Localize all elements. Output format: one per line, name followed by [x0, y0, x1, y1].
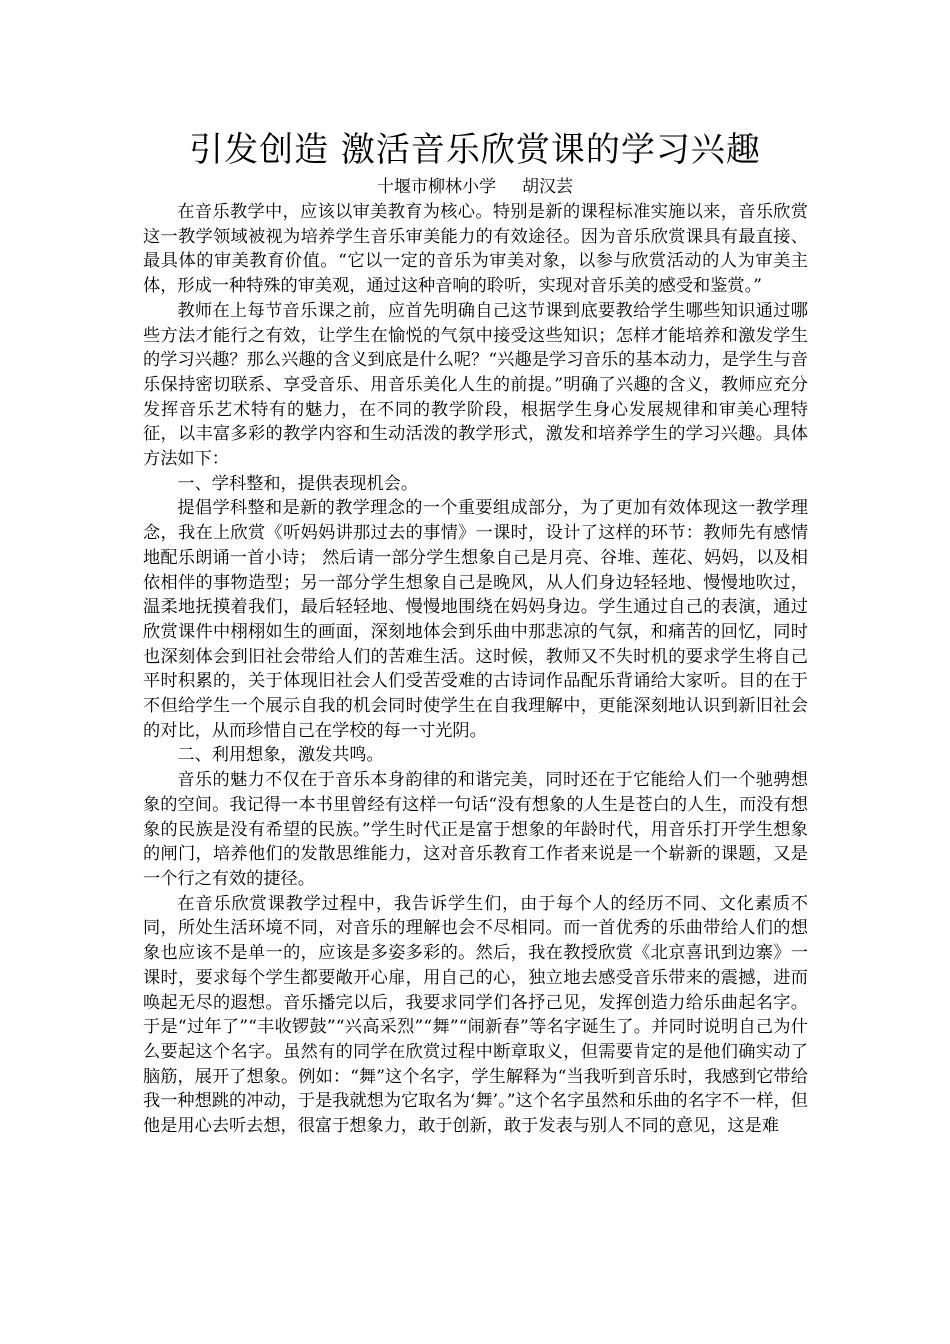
- paragraph: 在音乐欣赏课教学过程中，我告诉学生们，由于每个人的经历不同、文化素质不同，所处生活环境不同，对音乐的理解也会不尽相同。而一首优秀的乐曲带给人们的想象也应该不是单一的，应该是多姿多彩的。然后，我在教授欣赏《北京喜讯到边寨》一课时，要求每个学生都要敞开心扉，用自己的心，独立地去感受音乐带来的震撼，进而唤起无尽的遐想。音乐播完以后，我要求同学们各抒己见，发挥创造力给乐曲起名字。于是“过年了”“丰收锣鼓”“兴高采烈”“舞”“闹新春”等名字诞生了。并同时说明自己为什么要起这个名字。虽然有的同学在欣赏过程中断章取义，但需要肯定的是他们确实动了脑筋，展开了想象。例如：“舞”这个名字，学生解释为“当我听到音乐时，我感到它带给我一种想跳的冲动，于是我就想为它取名为‘舞’。”这个名字虽然和乐曲的名字不一样，但他是用心去听去想，很富于想象力，敢于创新，敢于发表与别人不同的意见，这是难: [143, 893, 808, 1137]
- section-heading: 二、利用想象，激发共鸣。: [177, 745, 384, 766]
- paragraph: 音乐的魅力不仅在于音乐本身韵律的和谐完美，同时还在于它能给人们一个驰骋想象的空间。我记得一本书里曾经有这样一句话“没有想象的人生是苍白的人生，而没有想象的民族是没有希望的民族。”学生时代正是富于想象的年龄时代，用音乐打开学生想象的闸门，培养他们的发散思维能力，这对音乐教育工作者来说是一个崭新的课题，又是一个行之有效的捷径。: [143, 770, 808, 889]
- page-title: 引发创造 激活音乐欣赏课的学习兴趣: [189, 130, 761, 170]
- paragraph: 在音乐教学中，应该以审美教育为核心。特别是新的课程标准实施以来，音乐欣赏这一教学领域被视为培养学生音乐审美能力的有效途径。因为音乐欣赏课具有最直接、最具体的审美教育价值。“它以一定的音乐为审美对象，以参与欣赏活动的人为审美主体，形成一种特殊的审美观，通过这种音响的聆听，实现对音乐美的感受和鉴赏。”: [143, 202, 808, 297]
- article-body: [143, 200, 808, 1139]
- byline: [0, 176, 950, 198]
- school-name: 十堰市柳林小学: [377, 177, 496, 197]
- paragraph: 提倡学科整和是新的教学理念的一个重要组成部分，为了更加有效体现这一教学理念，我在上欣赏《听妈妈讲那过去的事情》一课时，设计了这样的环节：教师先有感情地配乐朗诵一首小诗； 然后请一部分学生想象自己是月亮、谷堆、莲花、妈妈，以及相依相伴的事物造型；另一部分学生想象自己是晚风，从人们身边轻轻地、慢慢地吹过，温柔地抚摸着我们，最后轻轻地、慢慢地围绕在妈妈身边。学生通过自己的表演，通过欣赏课件中栩栩如生的画面，深刻地体会到乐曲中那悲凉的气氛，和痛苦的回忆，同时也深刻体会到旧社会带给人们的苦难生活。这时候，教师又不失时机的要求学生将自己平时积累的，关于体现旧社会人们受苦受难的古诗词作品配乐背诵给大家听。目的在于不但给学生一个展示自我的机会同时使学生在自我理解中，更能深刻地认识到新旧社会的对比，从而珍惜自己在学校的每一寸光阴。: [143, 498, 808, 741]
- author-name: 胡汉芸: [522, 177, 573, 197]
- section-heading: 一、学科整和，提供表现机会。: [177, 473, 419, 494]
- paragraph: 教师在上每节音乐课之前，应首先明确自己这节课到底要教给学生哪些知识通过哪些方法才能行之有效，让学生在愉悦的气氛中接受这些知识；怎样才能培养和激发学生的学习兴趣？那么兴趣的含义到底是什么呢？“兴趣是学习音乐的基本动力，是学生与音乐保持密切联系、享受音乐、用音乐美化人生的前提。”明确了兴趣的含义，教师应充分发挥音乐艺术特有的魅力，在不同的教学阶段，根据学生身心发展规律和审美心理特征，以丰富多彩的教学内容和生动活泼的教学形式，激发和培养学生的学习兴趣。具体方法如下：: [143, 300, 808, 470]
